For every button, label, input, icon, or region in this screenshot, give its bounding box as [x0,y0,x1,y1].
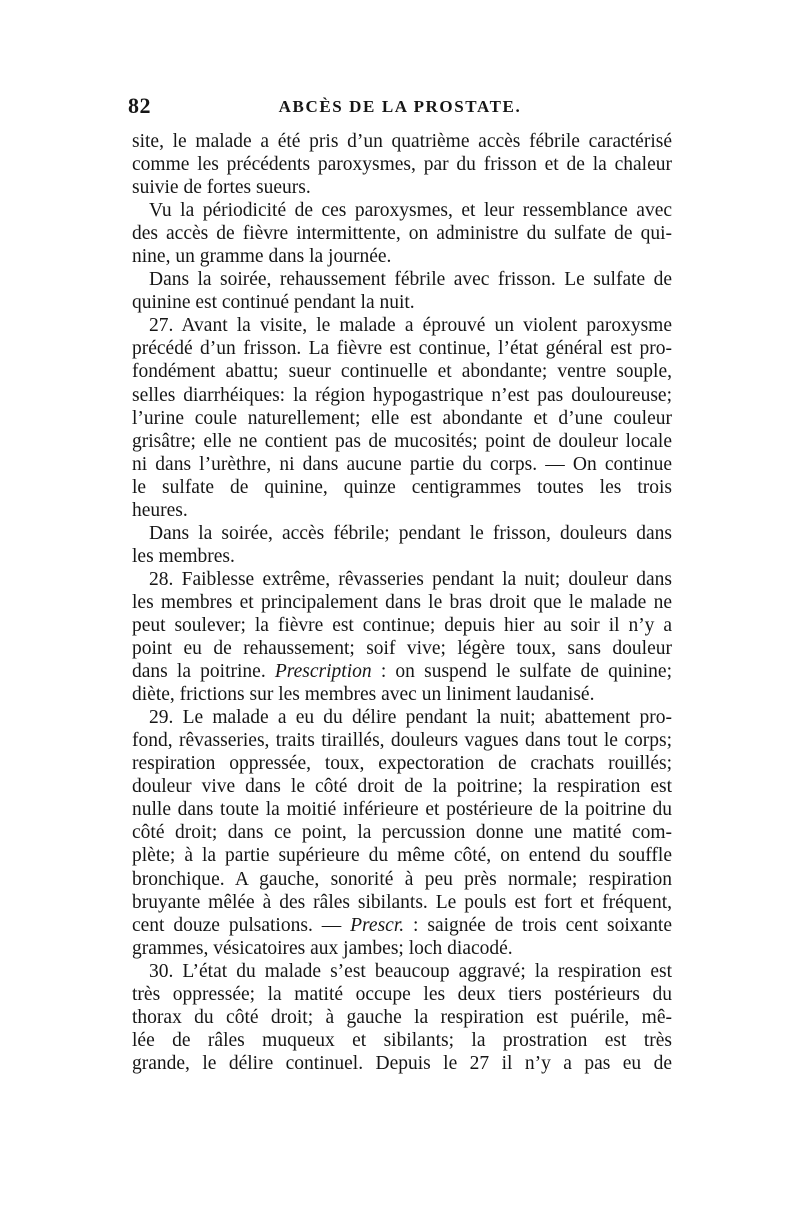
text-line: point eu de rehaussement; soif vive; légère toux, sans douleur [132,638,672,660]
text-line: les membres. [132,545,235,567]
text-line: peut soulever; la fièvre est continue; depuis hier au soir il n’y a [132,614,672,636]
text-line: nine, un gramme dans la journée. [132,246,392,268]
text-line: diète, frictions sur les membres avec un liniment laudanisé. [132,684,595,706]
text-line: très oppressée; la matité occupe les deux tiers postérieurs du [132,983,672,1005]
text-line: Dans la soirée, accès fébrile; pendant le frisson, douleurs dans [149,522,672,544]
text-line: nulle dans toute la moitié inférieure et postérieure de la poitrine du [132,799,672,821]
text-line: thorax du côté droit; à gauche la respiration est puérile, mê- [132,1006,672,1028]
text-line: ni dans l’urèthre, ni dans aucune partie du corps. — On continue [132,453,672,475]
text-line: côté droit; dans ce point, la percussion donne une matité com- [132,822,672,844]
text-line: Vu la périodicité de ces paroxysmes, et leur ressemblance avec [149,200,672,222]
text-line: 28. Faiblesse extrême, rêvasseries pendant la nuit; douleur dans [149,568,672,590]
text-line: l’urine coule naturellement; elle est abondante et d’une couleur [132,407,672,429]
text-line: douleur vive dans le côté droit de la poitrine; la respiration est [132,776,672,798]
prescription-label: Prescription [274,661,372,683]
text-line: Dans la soirée, rehaussement fébrile avec frisson. Le sulfate de [149,269,672,291]
text-line: précédé d’un frisson. La fièvre est continue, l’état général est pro- [132,338,672,360]
text-line: suivie de fortes sueurs. [132,177,311,199]
text-line: respiration oppressée, toux, expectoration de crachats rouillés; [132,753,672,775]
text-line: les membres et principalement dans le bras droit que le malade ne [132,591,672,613]
text-line: quinine est continué pendant la nuit. [132,292,415,314]
text-line: bronchique. A gauche, sonorité à peu près normale; respiration [132,868,672,890]
text-line: dans la poitrine. Prescription : on suspend le sulfate de quinine; [132,661,672,683]
text-line: des accès de fièvre intermittente, on administre du sulfate de qui- [132,223,672,245]
text-line: selles diarrhéiques: la région hypogastrique n’est pas douloureuse; [132,384,672,406]
text-line: cent douze pulsations. — Prescr. : saignée de trois cent soixante [132,914,672,936]
page-header [128,93,672,121]
text-line: 29. Le malade a eu du délire pendant la nuit; abattement pro- [149,707,672,729]
text-line: fondément abattu; sueur continuelle et abondante; ventre souple, [132,361,672,383]
text-line: grisâtre; elle ne contient pas de mucosités; point de douleur locale [132,430,672,452]
body-text [132,130,672,1075]
prescription-label: Prescr. [350,914,405,936]
text-line: grammes, vésicatoires aux jambes; loch diacodé. [132,937,513,959]
text-line: heures. [132,499,188,521]
running-title: ABCÈS DE LA PROSTATE. [278,97,522,116]
text-line: fond, rêvasseries, traits tiraillés, douleurs vagues dans tout le corps; [132,730,672,752]
text-line: site, le malade a été pris d’un quatrième accès fébrile caractérisé [132,131,672,152]
text-line: 27. Avant la visite, le malade a éprouvé un violent paroxysme [149,315,672,337]
text-line: bruyante mêlée à des râles sibilants. Le pouls est fort et fréquent, [132,891,672,913]
page-number: 82 [128,93,151,118]
text-line: plète; à la partie supérieure du même côté, on entend du souffle [132,845,672,867]
text-line: le sulfate de quinine, quinze centigrammes toutes les trois [132,476,672,498]
text-line: grande, le délire continuel. Depuis le 27 il n’y a pas eu de [132,1052,672,1074]
text-line: comme les précédents paroxysmes, par du frisson et de la chaleur [132,154,672,176]
text-line: 30. L’état du malade s’est beaucoup aggravé; la respiration est [149,960,672,982]
text-line: lée de râles muqueux et sibilants; la prostration est très [132,1029,672,1051]
